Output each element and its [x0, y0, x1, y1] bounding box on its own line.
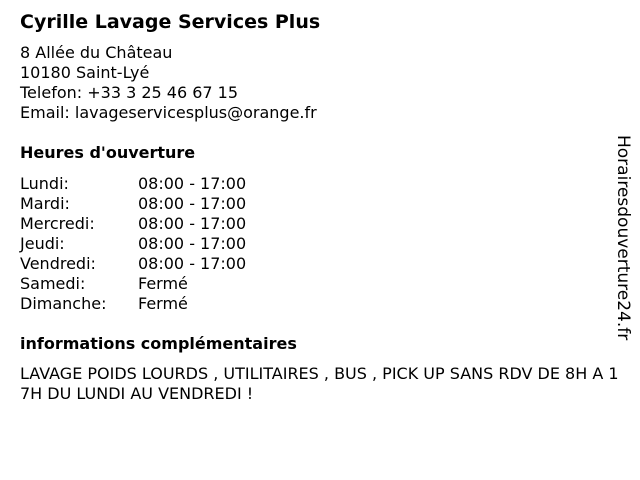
hours-time: 08:00 - 17:00 [138, 234, 247, 253]
hours-row [20, 274, 610, 294]
hours-day: Dimanche: [20, 294, 107, 313]
site-watermark: Horairesdouverture24.fr [613, 135, 633, 341]
business-name: Cyrille Lavage Services Plus [20, 11, 321, 33]
extra-info-title: informations complémentaires [20, 334, 297, 353]
address-line-city: 10180 Saint-Lyé [20, 63, 150, 82]
hours-row [20, 254, 610, 274]
hours-time: 08:00 - 17:00 [138, 254, 247, 273]
hours-day: Jeudi: [20, 234, 65, 253]
hours-day: Mercredi: [20, 214, 95, 233]
hours-time: 08:00 - 17:00 [138, 194, 247, 213]
business-card [20, 10, 619, 404]
hours-day: Lundi: [20, 174, 69, 193]
hours-day: Vendredi: [20, 254, 96, 273]
contact-block [20, 43, 610, 123]
hours-day: Samedi: [20, 274, 86, 293]
hours-time: Fermé [138, 274, 188, 293]
address-line-street: 8 Allée du Château [20, 43, 173, 62]
phone-text: Telefon: +33 3 25 46 67 15 [20, 83, 239, 102]
hours-row [20, 214, 610, 234]
email-text: Email: lavageservicesplus@orange.fr [20, 103, 317, 122]
hours-row [20, 174, 610, 194]
hours-title: Heures d'ouverture [20, 143, 196, 162]
hours-time: Fermé [138, 294, 188, 313]
extra-info-text: LAVAGE POIDS LOURDS , UTILITAIRES , BUS , PICK UP SANS RDV DE 8H A 17H DU LUNDI AU VENDREDI ! [20, 364, 619, 403]
hours-time: 08:00 - 17:00 [138, 174, 247, 193]
hours-day: Mardi: [20, 194, 70, 213]
hours-row [20, 194, 610, 214]
hours-time: 08:00 - 17:00 [138, 214, 247, 233]
hours-row [20, 294, 610, 314]
hours-row [20, 234, 610, 254]
hours-table [20, 174, 610, 314]
